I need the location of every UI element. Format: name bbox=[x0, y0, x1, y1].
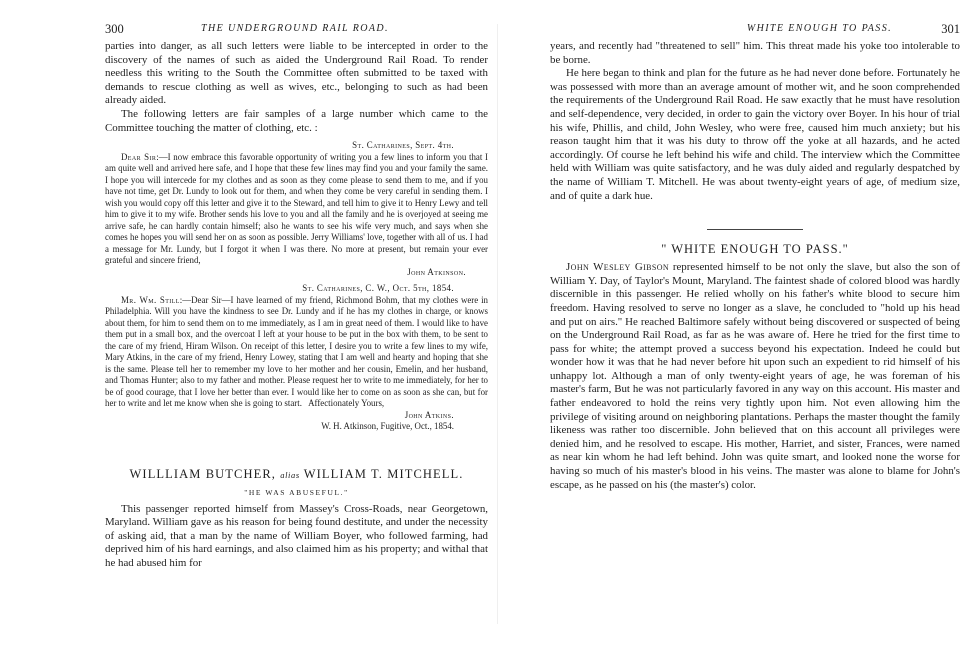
right-page-number: 301 bbox=[941, 22, 960, 36]
left-running-head: THE UNDERGROUND RAIL ROAD. bbox=[201, 23, 389, 34]
letter2-body bbox=[105, 295, 488, 410]
left-page-header bbox=[105, 20, 488, 40]
letter1-body bbox=[105, 152, 488, 267]
letter1-salutation: Dear Sir bbox=[121, 151, 157, 162]
letter1-dateline: St. Catharines, Sept. 4th. bbox=[352, 140, 454, 151]
butcher-subtitle: "HE WAS ABUSEFUL." bbox=[244, 487, 349, 497]
right-page bbox=[498, 0, 980, 492]
butcher-section-title bbox=[105, 467, 488, 482]
butcher-title-alias: alias bbox=[280, 469, 300, 480]
letter2-closing: Affectionately Yours, bbox=[308, 398, 385, 409]
butcher-title-name: WILLLIAM BUTCHER, bbox=[129, 466, 276, 481]
letter1-signature: John Atkinson. bbox=[407, 266, 466, 277]
left-page-number: 300 bbox=[105, 22, 124, 36]
butcher-title-rest: WILLIAM T. MITCHELL. bbox=[303, 466, 464, 481]
gibson-lead-name: John Wesley Gibson bbox=[566, 261, 670, 274]
section-divider bbox=[707, 229, 803, 230]
left-page bbox=[0, 0, 498, 571]
right-running-head: WHITE ENOUGH TO PASS. bbox=[746, 23, 892, 34]
letter2-text: :—Dear Sir—I have learned of my friend, Richmond Bohm, that my clothes were in Philadelphia. Will you have the kindness to see Dr. Lundy and if he has my clothes in charge, or knows about them, for him to send them on to me immediately, as I am in great need of them. I would like to have them put in a small box, and the overcoat I left at your house to be put in the box with them, to be sent to the care of my friend, Hiram Wilson. On receipt of this letter, I desire you to write a few lines to my wife, Mary Atkins, in the care of my friend, Henry Lowey, stating that I am well and hearty and hoping that she is the same. Please tell her to remember my love to her mother and her cousin, Emelin, and her husband, and Thomas Hunter; also to my father and mother. Please request her to write to me immediately, for her to be of good courage, that I love her better than ever. I would like her to come on as soon as she can, but for her to write and let me know when she is going to start. bbox=[105, 294, 488, 409]
butcher-body: This passenger reported himself from Massey's Cross-Roads, near Georgetown, Maryland. William gave as his reason for being found destitute, and under the necessity of asking aid, that a man by the name of William Boyer, who followed farming, had deprived him of his hard earnings, and also claimed him as his property; and withal that he had abused him for bbox=[105, 502, 488, 570]
letter2-signature: John Atkins. bbox=[404, 409, 454, 420]
planning-paragraph: He here began to think and plan for the future as he had never done before. Fortunately he was possessed with more than an average amount of mother wit, and he soon comprehended the requirements of the Underground Rail Road. He saw exactly that he must have resolution and self-dependence, very decided, in order to gain the victory over Boyer. In his hour of trial his wife, Phillis, and child, John Wesley, who were free, caused him much anxiety; but his reason taught him that it was his duty to throw off the yoke at all hazards, and he acted accordingly. Of course he left behind his wife and child. The interview which the Committee held with William was quite satisfactory, and he was duly aided and regularly despatched by the name of William T. Mitchell. He was about twenty-eight years of age, of medium size, and of quite a dark hue. bbox=[550, 67, 960, 202]
letter2-dateline: St. Catharines, C. W., Oct. 5th, 1854. bbox=[302, 283, 454, 294]
gibson-text: represented himself to be not only the slave, but also the son of William Y. Day, of Taylor's Mount, Maryland. The faintest shade of colored blood was hardly discernible in this passenger. He relied wholly on his father's white blood to secure him freedom. Having resolved to serve no longer as a slave, he concluded to "hold up his head and put on airs." He reached Baltimore safely without being discovered or suspected of being on the Underground Rail Road, as far as he was aware of. Here he tried for the first time to pass for white; the attempt proved a success beyond his expectation. Indeed he could but wonder how it was that he had never before hit upon such an expedient to rid himself of his unhappy lot. Although a man of only twenty-eight years of age, he was foreman of his master's farm, But he was not particularly favored in any way on this account. His master and father endeavored to hold the reins very tightly upon him. Not even allowing him the privilege of visiting around on neighboring plantations. Perhaps the master thought the family likeness was rather too discernible. John believed that on this account all privileges were denied him, and he resolved to escape. His mother, Harriet, and sister, Frances, were named as near kin whom he had left behind. John was quite smart, and looked none the worse for having so much of his master's blood in his veins. The master was alone to blame for John's escape, as he passed on his (the master's) color. bbox=[550, 261, 960, 491]
letter2-salutation: Mr. Wm. Still bbox=[121, 294, 180, 305]
letter2-note: W. H. Atkinson, Fugitive, Oct., 1854. bbox=[321, 421, 454, 432]
continuation-paragraph: years, and recently had "threatened to sell" him. This threat made his yoke too intolerable to be borne. bbox=[550, 40, 960, 66]
letter1-text: :—I now embrace this favorable opportunity of writing you a few lines to inform you that I am quite well and arrived here safe, and I hope that these few lines may find you and your family the same. I hope you will intercede for my clothes and as soon as they come please to send them to me, and if you have not time, get Dr. Lundy to look out for them, and when they come be very careful in sending them. I wish you would copy off this letter and give it to the Steward, and tell him to give it to Henry Lewy and tell him to give it to my wife. Brother sends his love to you and all the family and he is overjoyed at seeing me arrive safe, he can hardly contain himself; also he wants to see his wife very much, and says when she comes he hopes you will send her on as soon as possible. Jerry Williams' love, together with all of us. I had a message for Mr. Lundy, but I forgot it when I was there. No more at present, but remain your ever grateful and sincere friend, bbox=[105, 151, 488, 266]
white-enough-title: " WHITE ENOUGH TO PASS." bbox=[661, 242, 849, 257]
intro-paragraph: parties into danger, as all such letters were liable to be intercepted in order to the discovery of the names of such as aided the Underground Rail Road. To render needless this writing to the South the Committee often submitted to be taxed with demands to rescue clothing as well as wives, etc., belonging to such as had been already aided. bbox=[105, 40, 488, 107]
intro-paragraph: The following letters are fair samples of a large number which came to the Committee touching the matter of clothing, etc. : bbox=[105, 107, 488, 134]
right-page-header bbox=[550, 20, 960, 40]
gibson-paragraph bbox=[550, 261, 960, 492]
